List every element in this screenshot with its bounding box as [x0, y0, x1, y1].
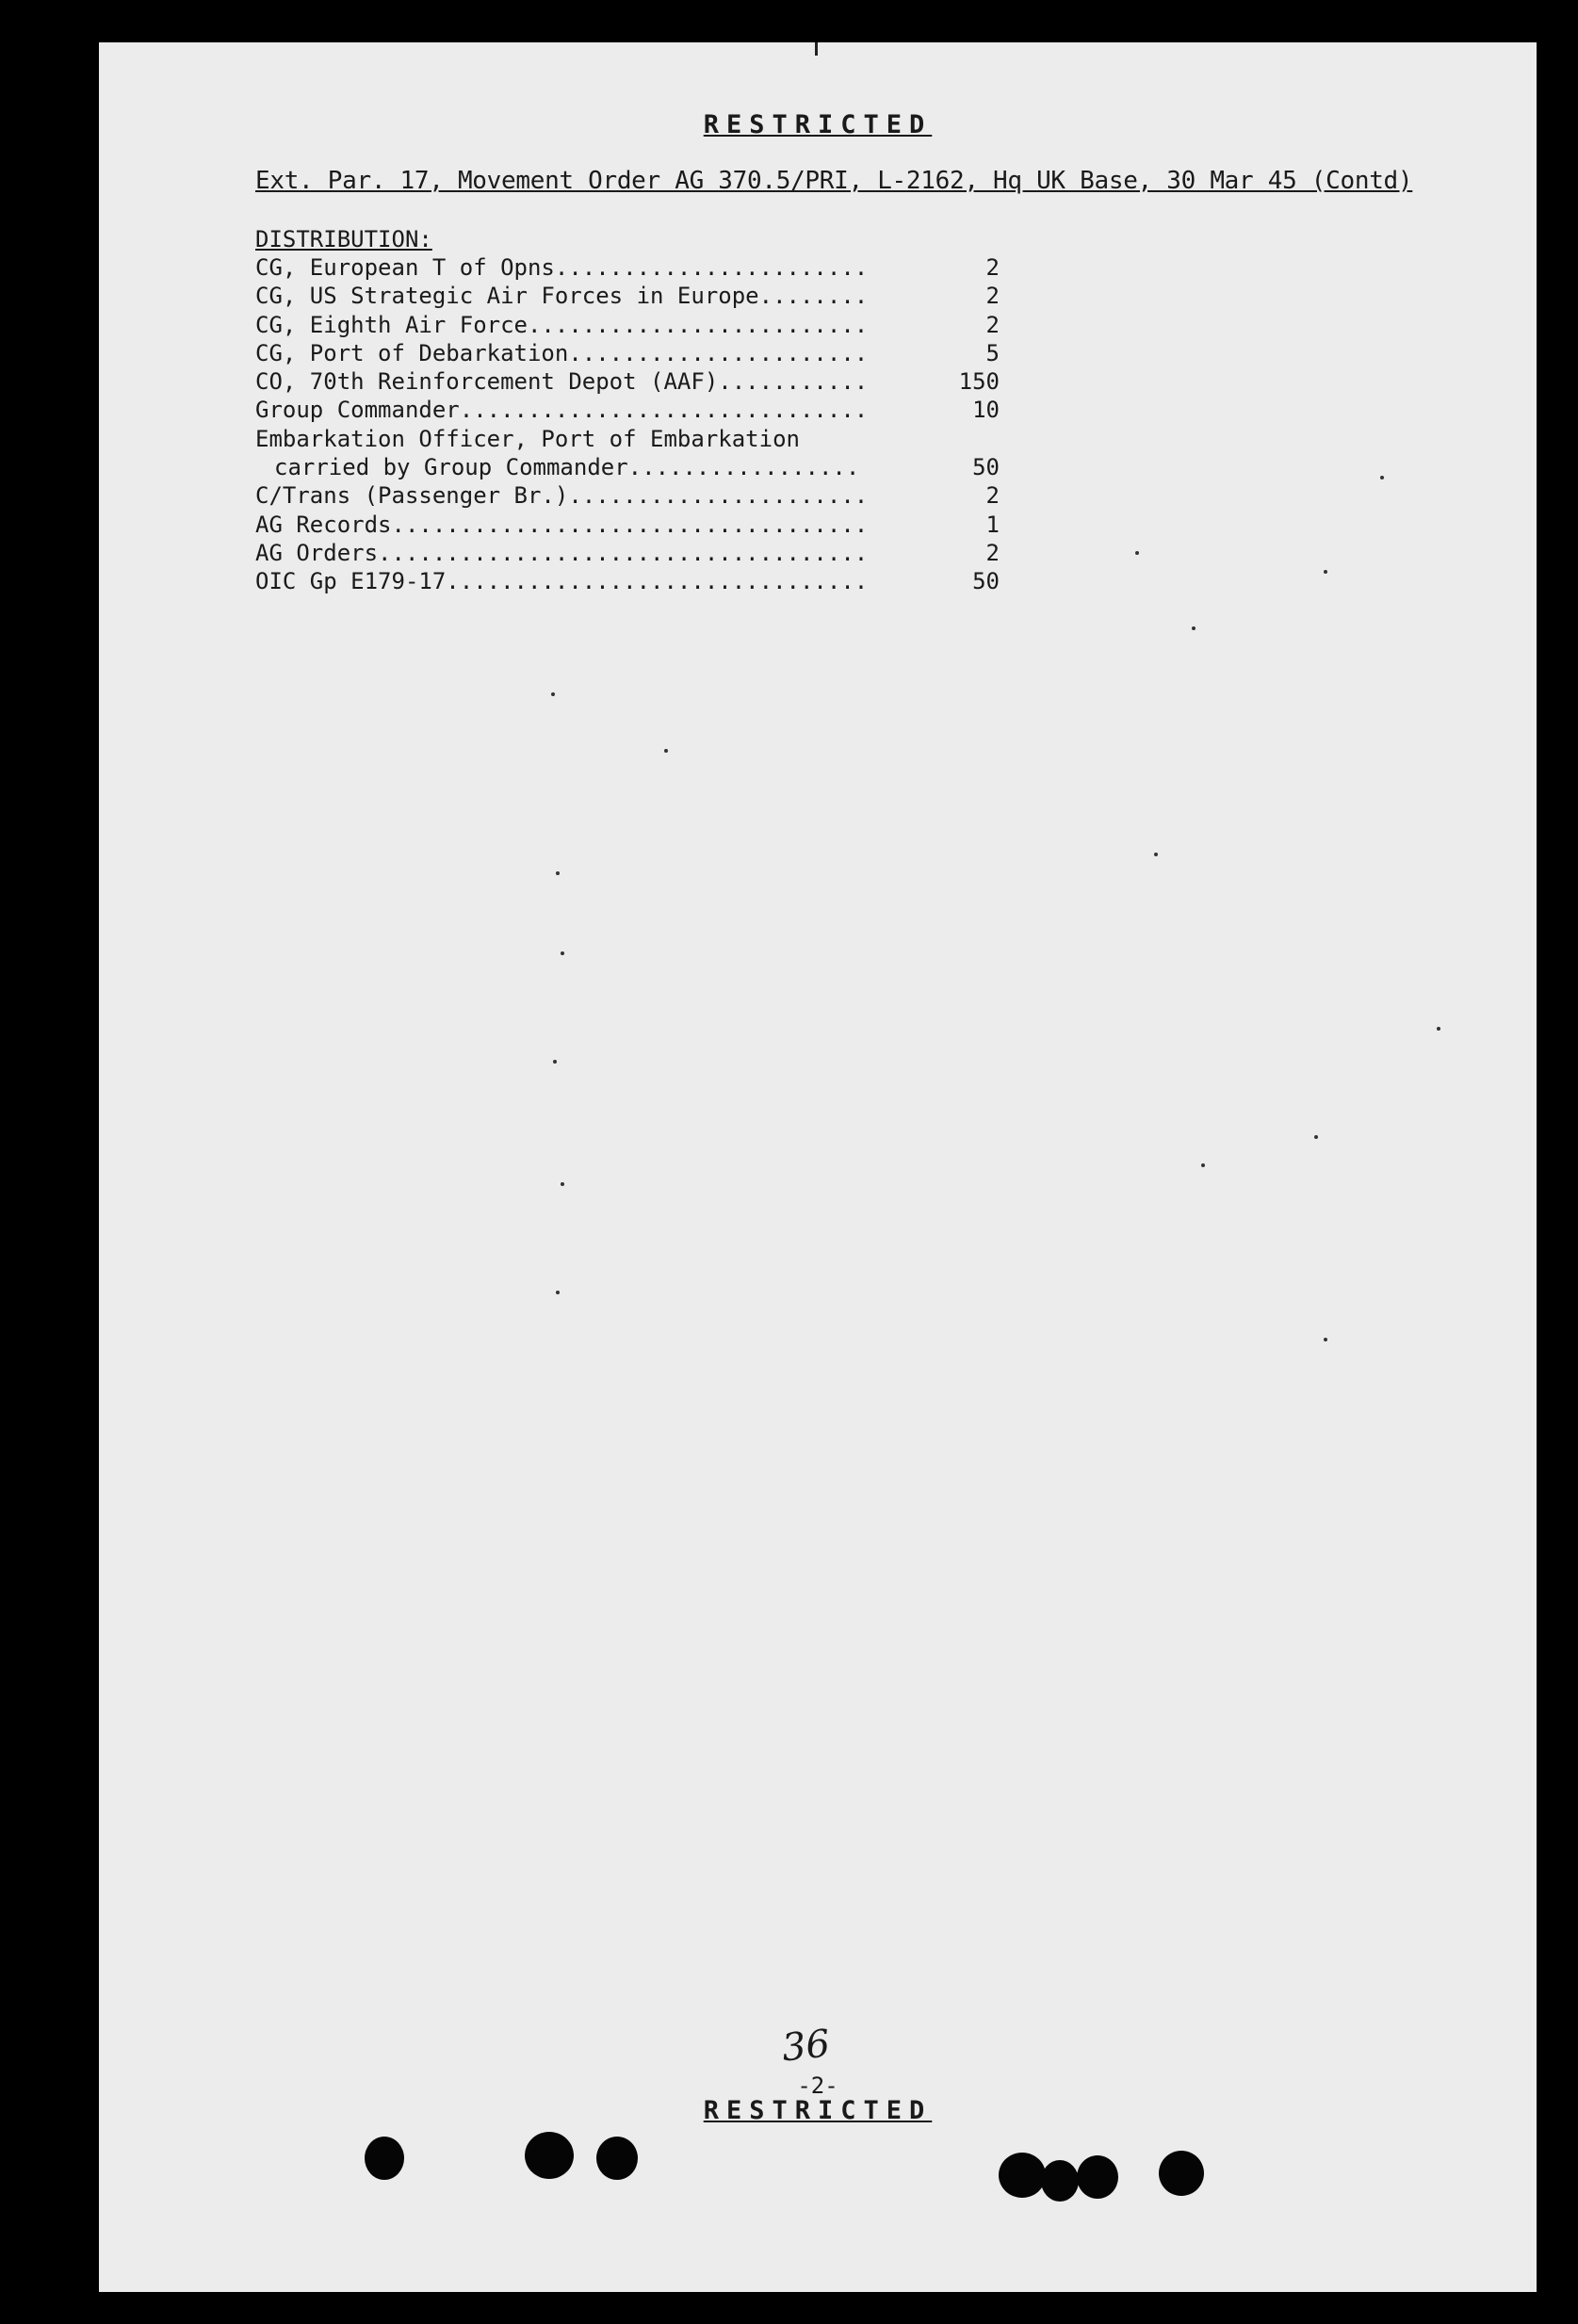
punch-hole	[596, 2137, 638, 2180]
distribution-qty: 2	[985, 482, 1000, 510]
distribution-label: OIC Gp E179-17...............................	[255, 568, 869, 595]
page-number: -2-	[797, 2072, 838, 2099]
distribution-label: CG, Port of Debarkation......................	[255, 339, 869, 366]
scan-speck	[1192, 626, 1196, 630]
distribution-qty: 10	[972, 397, 1000, 424]
punch-hole	[1159, 2151, 1204, 2196]
distribution-label: CG, European T of Opns.......................	[255, 254, 869, 281]
distribution-qty: 2	[985, 283, 1000, 310]
distribution-row	[255, 253, 1103, 282]
distribution-qty	[924, 425, 1000, 453]
distribution-heading: DISTRIBUTION:	[255, 226, 432, 252]
scan-speck	[1437, 1027, 1440, 1031]
distribution-row	[255, 539, 1103, 567]
distribution-row	[255, 453, 1103, 481]
distribution-row	[255, 396, 1103, 424]
distribution-qty: 2	[985, 311, 1000, 338]
distribution-qty: 1	[985, 511, 1000, 538]
distribution-label: Embarkation Officer, Port of Embarkation	[255, 425, 800, 452]
distribution-row	[255, 339, 1103, 367]
distribution-row	[255, 367, 1103, 396]
scan-speck	[664, 749, 668, 753]
distribution-label: AG Records...................................	[255, 511, 869, 538]
distribution-label: CG, US Strategic Air Forces in Europe........	[255, 283, 869, 310]
distribution-row	[255, 282, 1103, 310]
scan-speck	[561, 1182, 564, 1186]
distribution-row	[255, 311, 1103, 339]
punch-hole	[365, 2137, 404, 2180]
scan-speck	[553, 1060, 557, 1064]
distribution-qty: 150	[958, 368, 1000, 396]
scan-speck	[1324, 1338, 1327, 1341]
distribution-qty: 50	[972, 454, 1000, 481]
reference-line: Ext. Par. 17, Movement Order AG 370.5/PRI, L-2162, Hq UK Base, 30 Mar 45 (Contd)	[255, 167, 1413, 195]
punch-hole	[1041, 2160, 1079, 2202]
distribution-label: CG, Eighth Air Force.........................	[255, 311, 869, 338]
scan-speck	[1380, 476, 1384, 479]
scan-speck	[1324, 570, 1327, 574]
distribution-label: AG Orders....................................	[255, 539, 869, 566]
footer-classification: RESTRICTED	[703, 2096, 933, 2125]
distribution-list	[255, 225, 1103, 596]
scan-speck	[1201, 1163, 1205, 1167]
distribution-row	[255, 567, 1103, 595]
distribution-row	[255, 481, 1103, 510]
distribution-label: CO, 70th Reinforcement Depot (AAF)...........	[255, 368, 869, 396]
distribution-label: C/Trans (Passenger Br.)......................	[255, 482, 869, 510]
scan-speck	[1154, 853, 1158, 856]
distribution-label: carried by Group Commander.................	[274, 454, 860, 481]
scan-speck	[551, 692, 555, 696]
staple-mark	[815, 42, 818, 56]
scan-speck	[1314, 1135, 1318, 1139]
distribution-qty: 2	[985, 539, 1000, 566]
punch-hole	[1077, 2155, 1118, 2199]
distribution-qty: 50	[972, 568, 1000, 595]
distribution-qty: 2	[985, 254, 1000, 281]
punch-hole	[999, 2153, 1046, 2198]
distribution-row	[255, 425, 1103, 453]
scan-speck	[1135, 551, 1139, 555]
scan-speck	[556, 871, 560, 875]
scan-speck	[556, 1291, 560, 1294]
distribution-label: Group Commander..............................	[255, 397, 869, 424]
distribution-row	[255, 511, 1103, 539]
distribution-qty: 5	[985, 339, 1000, 366]
header-classification: RESTRICTED	[703, 110, 933, 139]
punch-hole	[525, 2132, 574, 2179]
handwritten-note: 36	[779, 2022, 833, 2071]
scan-speck	[561, 951, 564, 955]
document-page	[99, 42, 1537, 2292]
